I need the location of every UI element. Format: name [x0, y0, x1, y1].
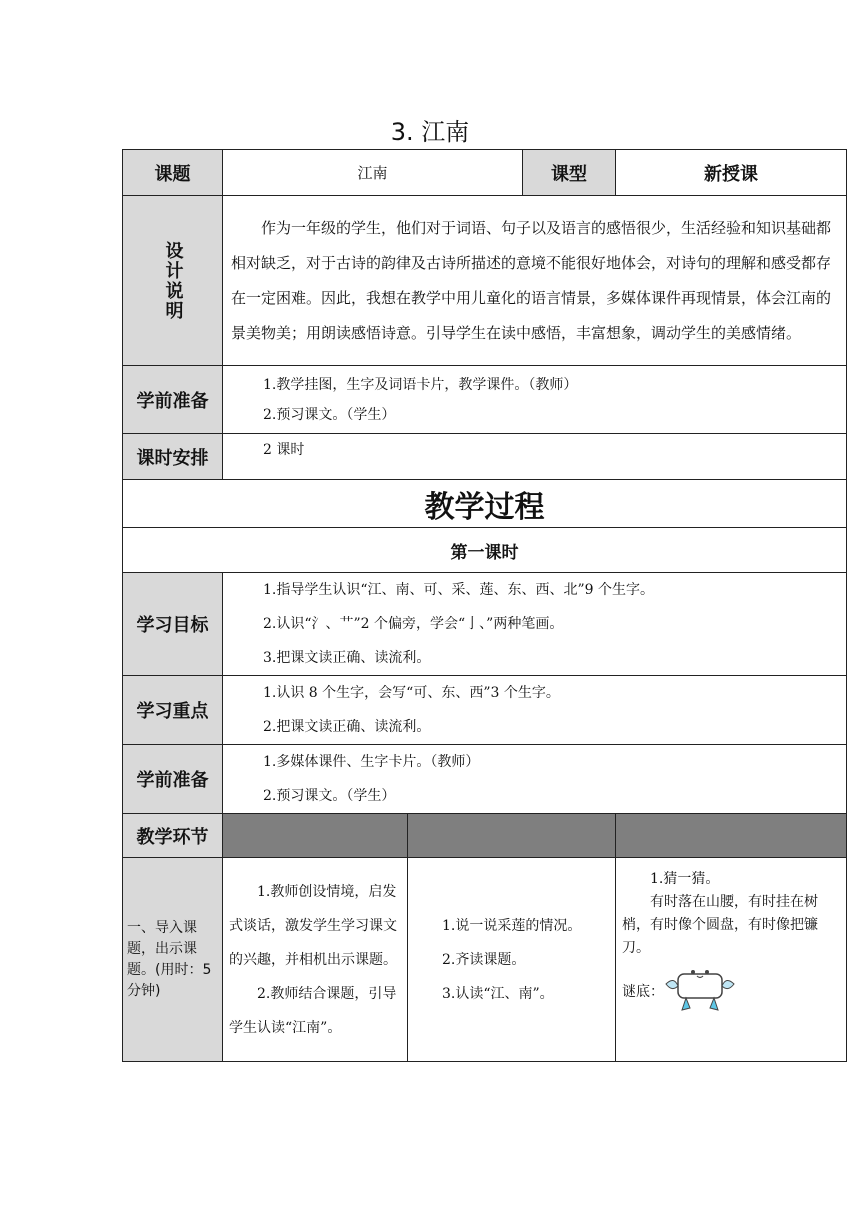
lesson-title-row	[123, 528, 847, 573]
header-row	[123, 150, 847, 196]
schedule-value: 2 课时	[263, 442, 305, 458]
focus-row	[123, 676, 847, 745]
prep2-label: 学前准备	[123, 745, 223, 814]
design-label-cell	[123, 196, 223, 366]
riddle-text: 有时落在山腰，有时挂在树梢，有时像个圆盘，有时像把镰刀。	[622, 894, 819, 956]
teacher-column-header	[223, 814, 408, 858]
design-text: 作为一年级的学生，他们对于词语、句子以及语言的感悟很少，生活经验和知识基础都相对缺乏，对于古诗的韵律及古诗所描述的意境不能很好地体会，对诗句的理解和感受都存在一定困难。因此，我想在教学中用儿童化的语言情景，多媒体课件再现情景，体会江南的景美物美；用朗读感悟诗意。引导学生在读中感悟，丰富想象，调动学生的美感情绪。	[231, 218, 832, 342]
design-text-cell	[223, 196, 847, 366]
prep2-cell	[223, 745, 847, 814]
design-label: 设计说明	[162, 240, 184, 321]
phase1-student-cell	[408, 858, 616, 1062]
resource-column-header	[616, 814, 847, 858]
design-row	[123, 196, 847, 366]
type-value: 新授课	[616, 150, 847, 196]
phase1-row	[123, 858, 847, 1062]
focus-item: 1.认识 8 个生字，会写“可、东、西”3 个生字。	[263, 685, 560, 701]
goals-label: 学习目标	[123, 573, 223, 676]
step-label: 教学环节	[123, 814, 223, 858]
prep2-row	[123, 745, 847, 814]
prep1-item: 1.教学挂图，生字及词语卡片，教学课件。（教师）	[263, 376, 578, 393]
focus-cell	[223, 676, 847, 745]
phase1-label-cell	[123, 858, 223, 1062]
schedule-label: 课时安排	[123, 434, 223, 480]
moon-cartoon-icon	[664, 968, 736, 1016]
teacher-activity: 1.教师创设情境，启发式谈话，激发学生学习课文的兴趣，并相机出示课题。	[229, 883, 397, 968]
student-column-header	[408, 814, 616, 858]
prep1-item: 2.预习课文。（学生）	[263, 406, 396, 423]
process-title-row	[123, 480, 847, 528]
focus-label: 学习重点	[123, 676, 223, 745]
step-header-row	[123, 814, 847, 858]
riddle-answer-label: 谜底：	[622, 983, 665, 1000]
topic-label: 课题	[123, 150, 223, 196]
goals-cell	[223, 573, 847, 676]
focus-item: 2.把课文读正确、读流利。	[263, 719, 431, 735]
student-activity: 3.认读“江、南”。	[442, 985, 554, 1002]
type-label: 课型	[523, 150, 616, 196]
student-activity: 1.说一说采莲的情况。	[442, 917, 582, 934]
prep2-item: 1.多媒体课件、生字卡片。（教师）	[263, 754, 480, 770]
phase1-teacher-cell	[223, 858, 408, 1062]
prep1-label: 学前准备	[123, 366, 223, 434]
student-activity: 2.齐读课题。	[442, 951, 526, 968]
schedule-cell	[223, 434, 847, 480]
goal-item: 1.指导学生认识“江、南、可、采、莲、东、西、北”9 个生字。	[263, 582, 655, 598]
prep1-row	[123, 366, 847, 434]
lesson-title: 第一课时	[123, 528, 847, 573]
prep1-cell	[223, 366, 847, 434]
phase1-label: 一、导入课题，出示课题。(用时：5 分钟)	[127, 919, 212, 999]
goals-row	[123, 573, 847, 676]
process-title: 教学过程	[123, 480, 847, 528]
prep2-item: 2.预习课文。（学生）	[263, 788, 396, 804]
riddle-title: 1.猜一猜。	[650, 871, 720, 887]
topic-value: 江南	[223, 150, 523, 196]
phase1-riddle-cell	[616, 858, 847, 1062]
goal-item: 2.认识“氵、艹”2 个偏旁，学会“亅、”两种笔画。	[263, 616, 564, 632]
schedule-row	[123, 434, 847, 480]
document-title: 3. 江南	[390, 118, 470, 146]
lesson-plan-table	[122, 149, 847, 1062]
teacher-activity: 2.教师结合课题，引导学生认读“江南”。	[229, 985, 397, 1036]
goal-item: 3.把课文读正确、读流利。	[263, 650, 431, 666]
